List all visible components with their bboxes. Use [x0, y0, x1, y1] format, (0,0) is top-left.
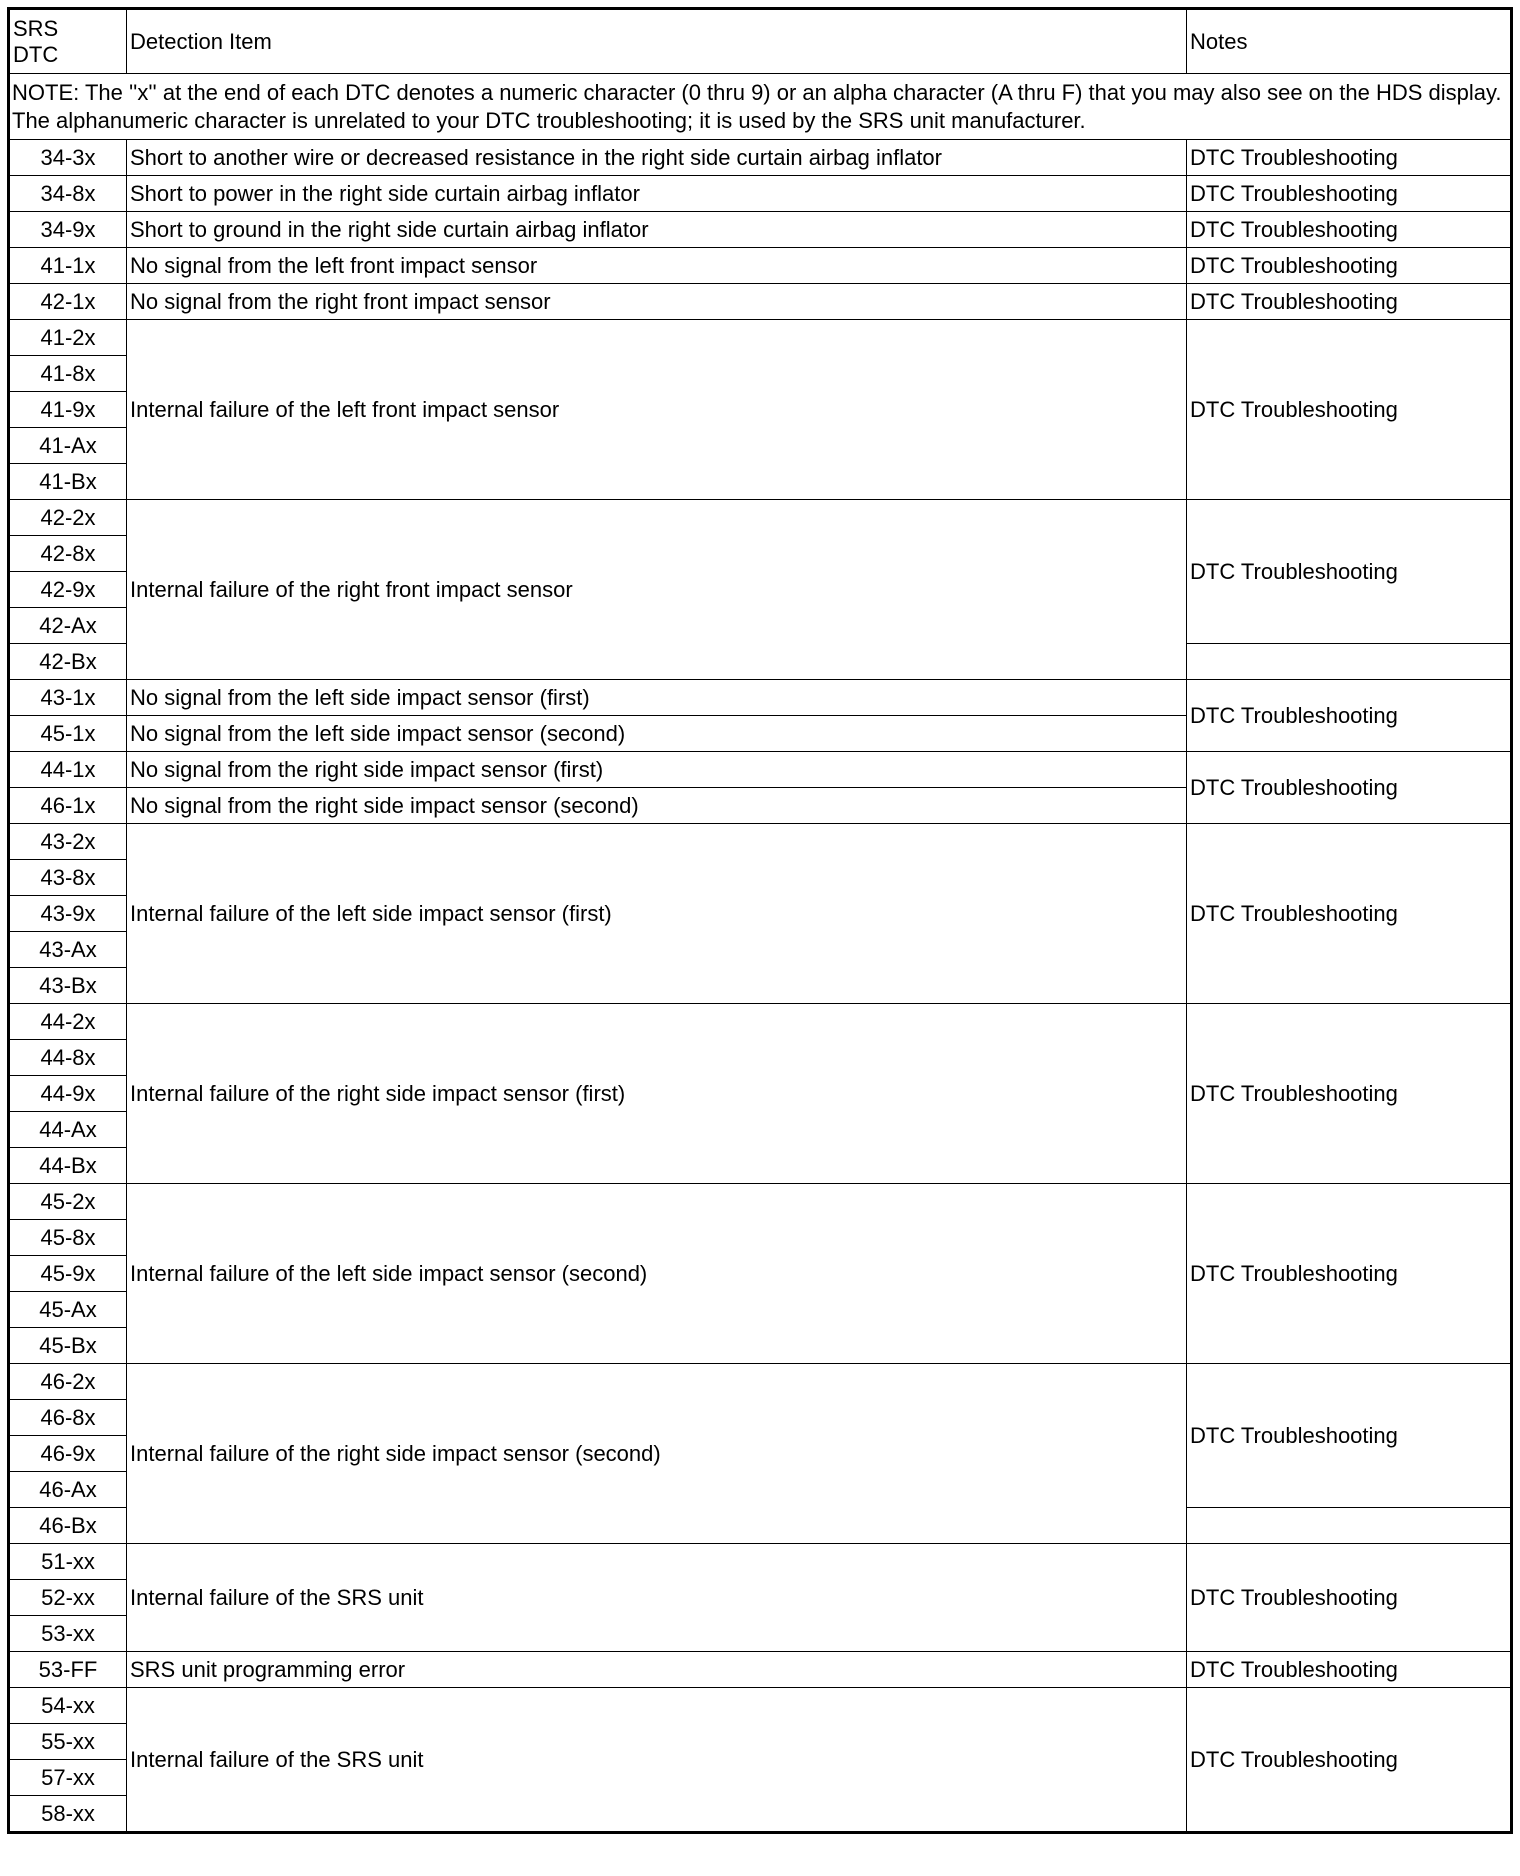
- header-notes: Notes: [1187, 9, 1512, 74]
- table-row: [9, 140, 1512, 176]
- dtc-code: 41-2x: [9, 320, 127, 356]
- srs-dtc-table: [7, 7, 1513, 1834]
- dtc-code: 41-Bx: [9, 464, 127, 500]
- table-row: [9, 1688, 1512, 1724]
- table-row: [9, 1544, 1512, 1580]
- dtc-code: 45-Bx: [9, 1328, 127, 1364]
- detection-item: Internal failure of the left front impact sensor: [127, 320, 1187, 500]
- table-row: [9, 680, 1512, 716]
- notes-cell: DTC Troubleshooting: [1187, 140, 1512, 176]
- dtc-code: 57-xx: [9, 1760, 127, 1796]
- dtc-code: 34-9x: [9, 212, 127, 248]
- dtc-code: 41-Ax: [9, 428, 127, 464]
- table-row: [9, 248, 1512, 284]
- notes-cell: DTC Troubleshooting: [1187, 824, 1512, 1004]
- dtc-code: 43-Bx: [9, 968, 127, 1004]
- dtc-code: 46-1x: [9, 788, 127, 824]
- dtc-code: 42-Ax: [9, 608, 127, 644]
- detection-item: Internal failure of the left side impact sensor (second): [127, 1184, 1187, 1364]
- table-row: [9, 212, 1512, 248]
- dtc-code: 44-2x: [9, 1004, 127, 1040]
- note-text: NOTE: The ''x'' at the end of each DTC denotes a numeric character (0 thru 9) or an alpha character (A thru F) that you may also see on the HDS display. The alphanumeric character is unrelated to your DTC troubleshooting; it is used by the SRS unit manufacturer.: [9, 74, 1512, 140]
- detection-item: No signal from the left side impact sensor (first): [127, 680, 1187, 716]
- table-row: [9, 1652, 1512, 1688]
- header-srs-dtc: SRS DTC: [9, 9, 127, 74]
- detection-item: Internal failure of the SRS unit: [127, 1688, 1187, 1833]
- table-row: [9, 752, 1512, 788]
- notes-cell: DTC Troubleshooting: [1187, 1364, 1512, 1508]
- table-row: [9, 500, 1512, 536]
- dtc-code: 45-1x: [9, 716, 127, 752]
- table-row: [9, 1184, 1512, 1220]
- dtc-code: 41-8x: [9, 356, 127, 392]
- table-row: [9, 1364, 1512, 1400]
- notes-cell: DTC Troubleshooting: [1187, 1184, 1512, 1364]
- detection-item: Short to ground in the right side curtain airbag inflator: [127, 212, 1187, 248]
- dtc-code: 44-Ax: [9, 1112, 127, 1148]
- dtc-code: 44-Bx: [9, 1148, 127, 1184]
- table-row: [9, 176, 1512, 212]
- dtc-code: 42-Bx: [9, 644, 127, 680]
- dtc-code: 44-9x: [9, 1076, 127, 1112]
- table-row: [9, 320, 1512, 356]
- dtc-code: 51-xx: [9, 1544, 127, 1580]
- dtc-code: 54-xx: [9, 1688, 127, 1724]
- detection-item: Internal failure of the left side impact sensor (first): [127, 824, 1187, 1004]
- dtc-code: 43-8x: [9, 860, 127, 896]
- notes-cell-empty: [1187, 1508, 1512, 1544]
- detection-item: Short to another wire or decreased resistance in the right side curtain airbag inflator: [127, 140, 1187, 176]
- dtc-table-container: [7, 7, 1513, 1834]
- detection-item: SRS unit programming error: [127, 1652, 1187, 1688]
- notes-cell: DTC Troubleshooting: [1187, 320, 1512, 500]
- notes-cell: DTC Troubleshooting: [1187, 284, 1512, 320]
- dtc-code: 43-1x: [9, 680, 127, 716]
- detection-item: No signal from the right side impact sensor (second): [127, 788, 1187, 824]
- dtc-code: 46-2x: [9, 1364, 127, 1400]
- dtc-code: 43-9x: [9, 896, 127, 932]
- notes-cell: DTC Troubleshooting: [1187, 212, 1512, 248]
- detection-item: Internal failure of the SRS unit: [127, 1544, 1187, 1652]
- notes-cell: DTC Troubleshooting: [1187, 500, 1512, 644]
- dtc-code: 44-8x: [9, 1040, 127, 1076]
- notes-cell: DTC Troubleshooting: [1187, 1544, 1512, 1652]
- dtc-code: 42-9x: [9, 572, 127, 608]
- dtc-code: 42-1x: [9, 284, 127, 320]
- table-header-row: [9, 9, 1512, 74]
- detection-item: No signal from the right side impact sensor (first): [127, 752, 1187, 788]
- header-detection-item: Detection Item: [127, 9, 1187, 74]
- dtc-code: 45-Ax: [9, 1292, 127, 1328]
- table-row: [9, 824, 1512, 860]
- dtc-code: 45-9x: [9, 1256, 127, 1292]
- dtc-code: 55-xx: [9, 1724, 127, 1760]
- detection-item: No signal from the right front impact sensor: [127, 284, 1187, 320]
- dtc-code: 34-8x: [9, 176, 127, 212]
- detection-item: Short to power in the right side curtain airbag inflator: [127, 176, 1187, 212]
- dtc-code: 46-9x: [9, 1436, 127, 1472]
- dtc-code: 53-xx: [9, 1616, 127, 1652]
- notes-cell: DTC Troubleshooting: [1187, 752, 1512, 824]
- dtc-code: 46-Ax: [9, 1472, 127, 1508]
- detection-item: Internal failure of the right side impact sensor (second): [127, 1364, 1187, 1544]
- detection-item: No signal from the left side impact sensor (second): [127, 716, 1187, 752]
- dtc-code: 45-2x: [9, 1184, 127, 1220]
- detection-item: Internal failure of the right front impact sensor: [127, 500, 1187, 680]
- dtc-code: 58-xx: [9, 1796, 127, 1833]
- dtc-code: 41-9x: [9, 392, 127, 428]
- notes-cell: DTC Troubleshooting: [1187, 176, 1512, 212]
- dtc-code: 45-8x: [9, 1220, 127, 1256]
- dtc-code: 53-FF: [9, 1652, 127, 1688]
- dtc-code: 34-3x: [9, 140, 127, 176]
- dtc-code: 42-8x: [9, 536, 127, 572]
- dtc-code: 46-Bx: [9, 1508, 127, 1544]
- dtc-code: 43-2x: [9, 824, 127, 860]
- dtc-code: 44-1x: [9, 752, 127, 788]
- table-row: [9, 1004, 1512, 1040]
- notes-cell: DTC Troubleshooting: [1187, 1688, 1512, 1833]
- notes-cell: DTC Troubleshooting: [1187, 248, 1512, 284]
- dtc-code: 41-1x: [9, 248, 127, 284]
- dtc-code: 46-8x: [9, 1400, 127, 1436]
- notes-cell: DTC Troubleshooting: [1187, 1652, 1512, 1688]
- dtc-code: 52-xx: [9, 1580, 127, 1616]
- notes-cell-empty: [1187, 644, 1512, 680]
- notes-cell: DTC Troubleshooting: [1187, 1004, 1512, 1184]
- detection-item: No signal from the left front impact sensor: [127, 248, 1187, 284]
- dtc-code: 42-2x: [9, 500, 127, 536]
- detection-item: Internal failure of the right side impact sensor (first): [127, 1004, 1187, 1184]
- dtc-code: 43-Ax: [9, 932, 127, 968]
- notes-cell: DTC Troubleshooting: [1187, 680, 1512, 752]
- table-row: [9, 284, 1512, 320]
- note-row: [9, 74, 1512, 140]
